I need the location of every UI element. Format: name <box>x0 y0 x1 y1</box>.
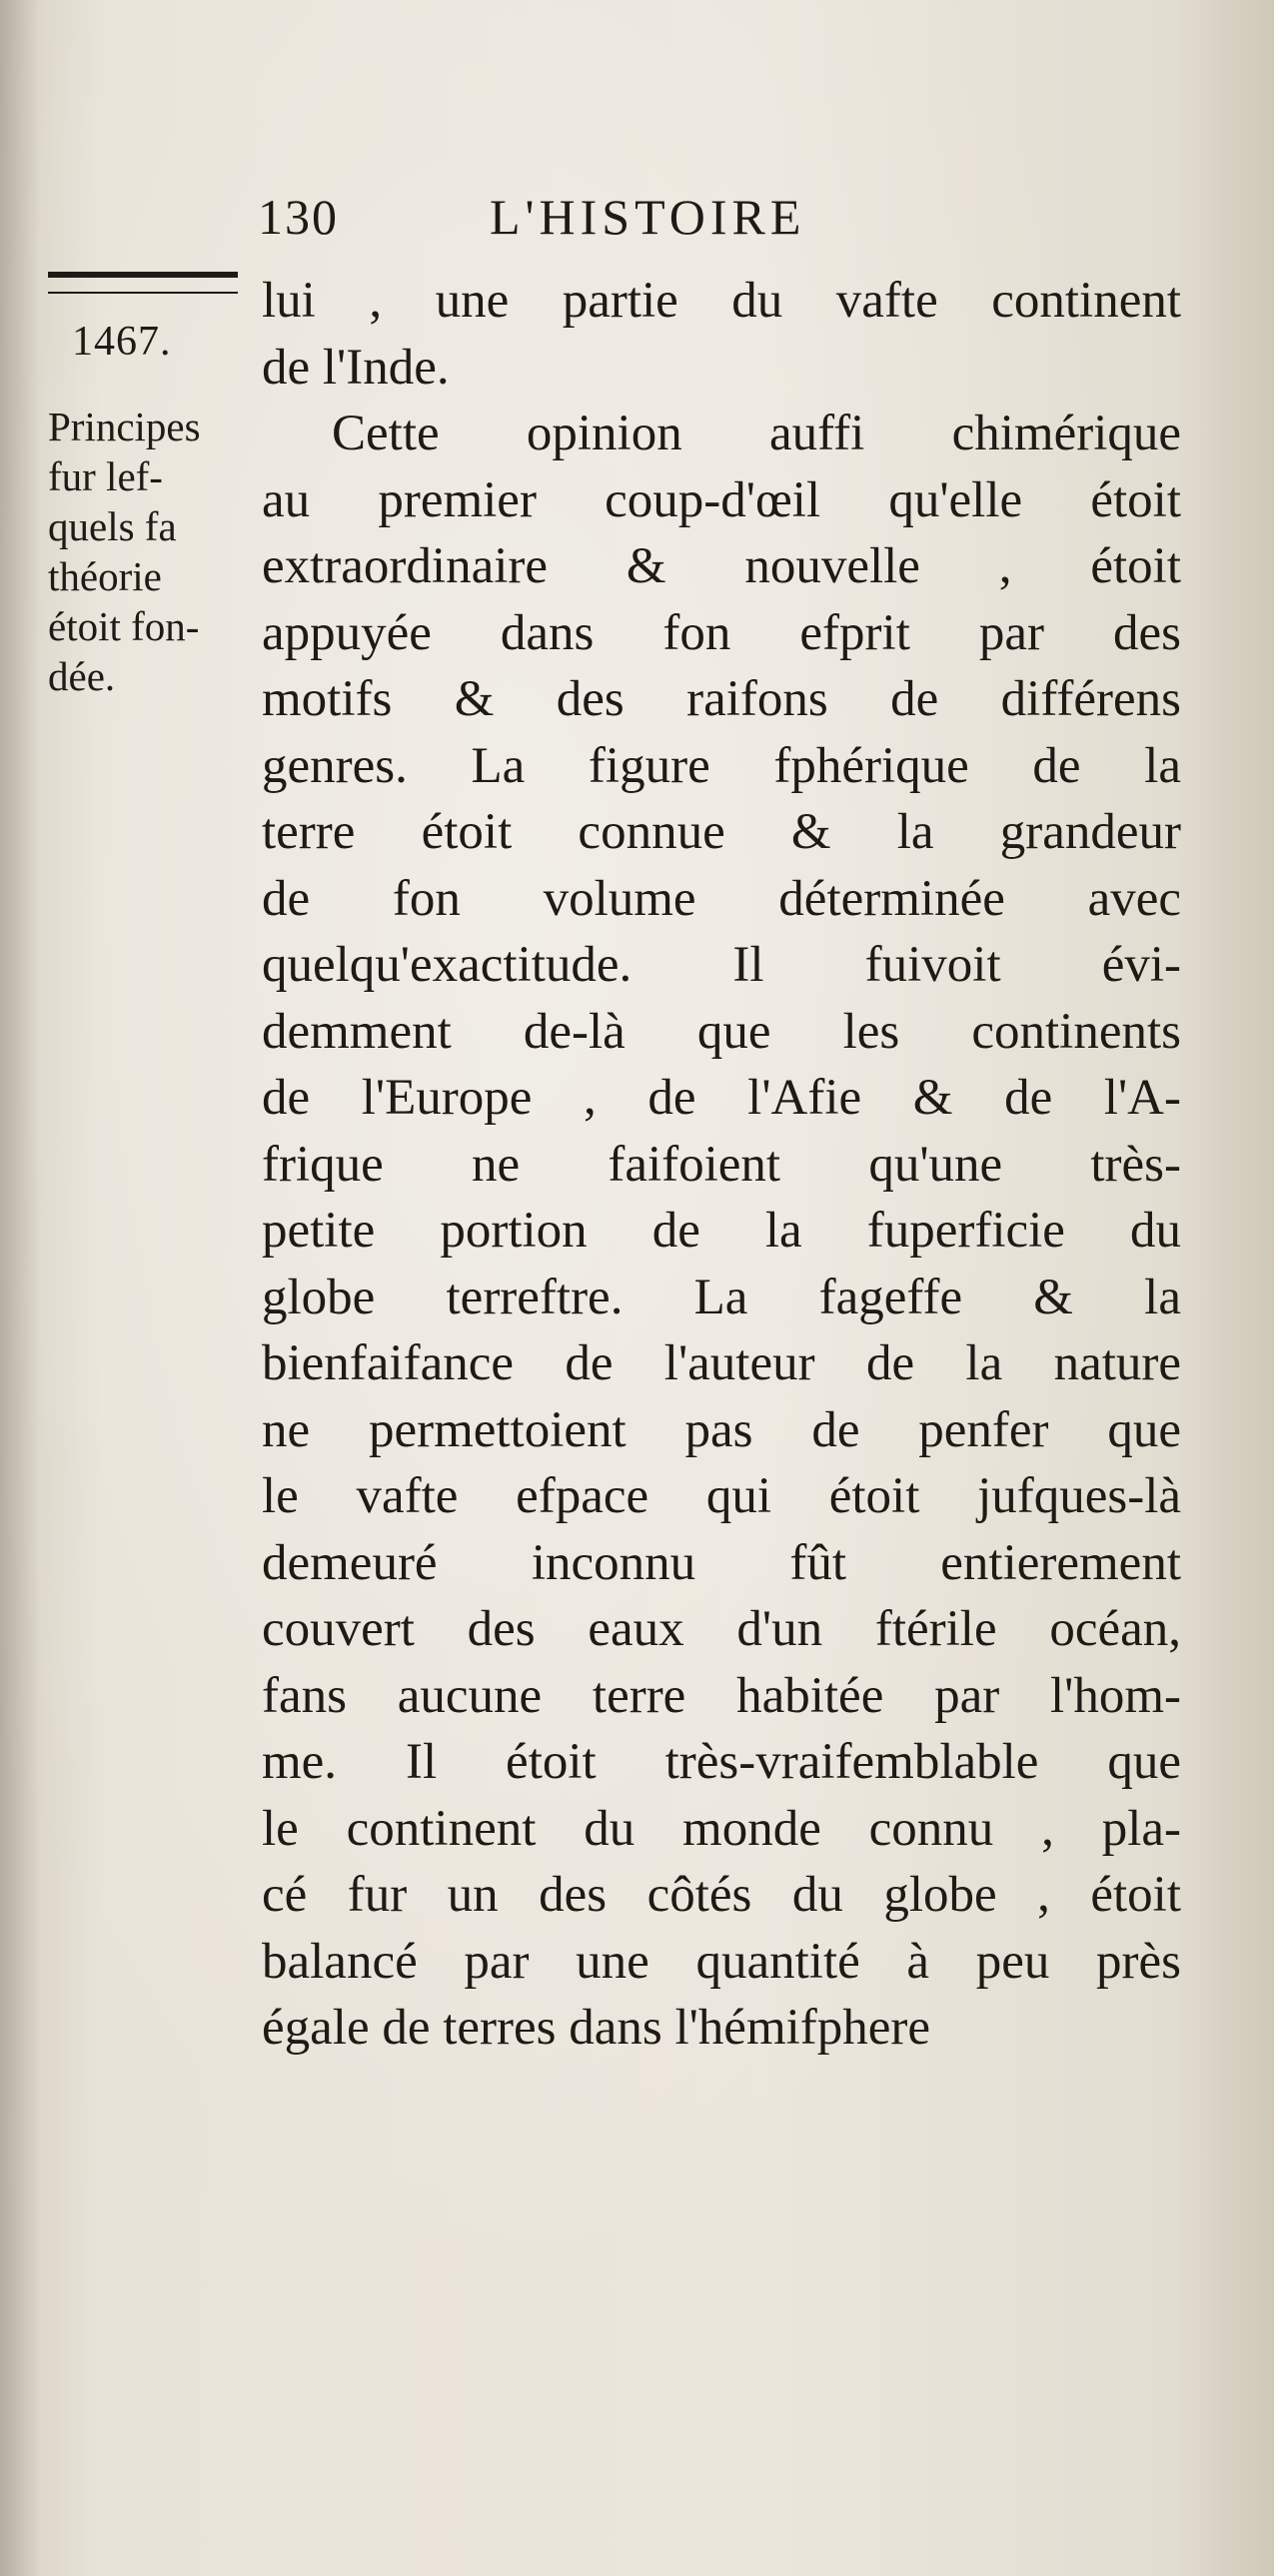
margin-note <box>48 402 268 701</box>
text-line: terre étoit connue & la grandeur <box>262 804 1181 860</box>
running-head: L'HISTOIRE <box>490 189 806 245</box>
text-line: motifs & des raifons de différens <box>262 671 1181 727</box>
text-line: de l'Europe , de l'Afie & de l'A- <box>262 1070 1181 1126</box>
text-line: ne permettoient pas de penfer que <box>262 1401 1181 1458</box>
body-text <box>262 268 1181 2062</box>
text-line: de fon volume déterminée avec <box>262 870 1181 927</box>
text-line: globe terreftre. La fageffe & la <box>262 1269 1181 1325</box>
page-header <box>258 188 1157 258</box>
text-line: demment de-là que les continents <box>262 1003 1181 1060</box>
margin-rule-thin <box>48 292 238 294</box>
page-gutter-shadow <box>0 0 40 2576</box>
margin-note-line: dée. <box>48 653 116 699</box>
margin-year: 1467. <box>72 319 172 365</box>
margin-note-line: Principes <box>48 404 201 449</box>
text-line: couvert des eaux d'un ftérile océan, <box>262 1601 1181 1657</box>
margin-note-line: étoit fon- <box>48 603 200 649</box>
margin-note-line: quels fa <box>48 503 177 549</box>
text-line: appuyée dans fon efprit par des <box>262 604 1181 661</box>
text-line: bienfaifance de l'auteur de la nature <box>262 1335 1181 1391</box>
text-line: Cette opinion auffi chimérique <box>332 406 1181 461</box>
text-line: petite portion de la fuperficie du <box>262 1203 1181 1259</box>
text-line: cé fur un des côtés du globe , étoit <box>262 1867 1181 1923</box>
text-line: le vafte efpace qui étoit jufques-là <box>262 1468 1181 1524</box>
text-line: frique ne faifoient qu'une très- <box>262 1136 1181 1193</box>
text-line: extraordinaire & nouvelle , étoit <box>262 538 1181 594</box>
text-line: quelqu'exactitude. Il fuivoit évi- <box>262 937 1181 993</box>
text-line: égale de terres dans l'hémifphere <box>262 2000 931 2056</box>
text-line: demeuré inconnu fût entierement <box>262 1534 1181 1591</box>
margin-note-line: fur lef- <box>48 453 163 499</box>
text-line: le continent du monde connu , pla- <box>262 1800 1181 1857</box>
text-line: au premier coup-d'œil qu'elle étoit <box>262 471 1181 528</box>
text-line: genres. La figure fphérique de la <box>262 737 1181 794</box>
text-line: fans aucune terre habitée par l'hom- <box>262 1667 1181 1724</box>
page-number: 130 <box>258 189 339 245</box>
text-line: lui , une partie du vafte continent <box>262 273 1181 329</box>
margin-rule <box>48 272 238 278</box>
text-line: de l'Inde. <box>262 339 450 396</box>
margin-note-line: théorie <box>48 553 162 599</box>
text-line: me. Il étoit très-vraifemblable que <box>262 1734 1181 1790</box>
text-line: balancé par une quantité à peu près <box>262 1933 1181 1990</box>
